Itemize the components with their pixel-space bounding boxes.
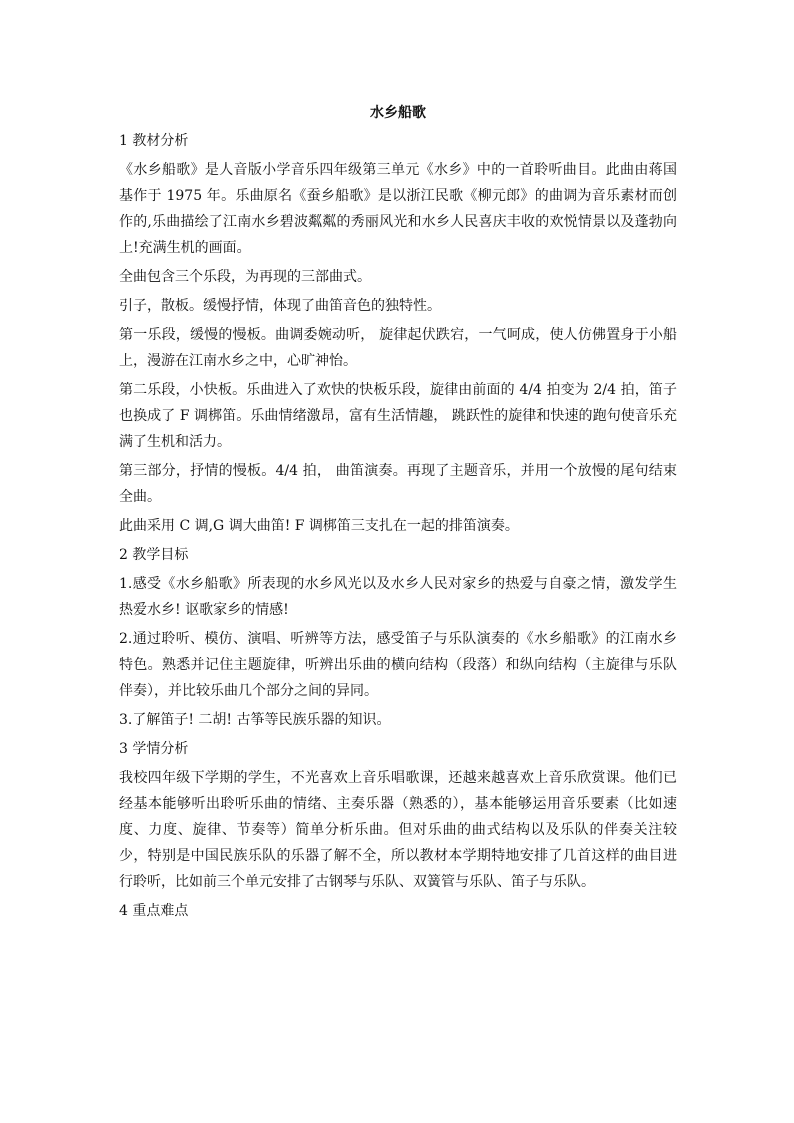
paragraph-introduction-section: 引子，散板。缓慢抒情，体现了曲笛音色的独特性。 <box>119 298 441 314</box>
document-page <box>119 100 677 924</box>
heading-student-analysis: 3 学情分析 <box>119 741 189 757</box>
paragraph-third-section: 第三部分，抒情的慢板。4/4 拍， 曲笛演奏。再现了主题音乐，并用一个放慢的尾句结束全曲。 <box>119 463 677 505</box>
document-title: 水乡船歌 <box>370 105 426 121</box>
heading-teaching-goals: 2 教学目标 <box>119 547 189 563</box>
paragraph-form: 全曲包含三个乐段，为再现的三部曲式。 <box>119 269 371 285</box>
paragraph-flute-keys: 此曲采用 C 调,G 调大曲笛! F 调梆笛三支扎在一起的排笛演奏。 <box>119 518 519 534</box>
goal-item-1: 1.感受《水乡船歌》所表现的水乡风光以及水乡人民对家乡的热爱与自豪之情，激发学生热爱水乡! 讴歌家乡的情感! <box>119 576 677 618</box>
heading-key-points: 4 重点难点 <box>119 903 189 919</box>
heading-textbook-analysis: 1 教材分析 <box>119 133 189 149</box>
goal-item-3: 3.了解笛子! 二胡! 古筝等民族乐器的知识。 <box>119 712 391 728</box>
paragraph-student-analysis: 我校四年级下学期的学生，不光喜欢上音乐唱歌课，还越来越喜欢上音乐欣赏课。他们已经基本能够听出聆听乐曲的情绪、主奏乐器（熟悉的），基本能够运用音乐要素（比如速度、力度、旋律、节奏等）简单分析乐曲。但对乐曲的曲式结构以及乐队的伴奏关注较少，特别是中国民族乐队的乐器了解不全，所以教材本学期特地安排了几首这样的曲目进行聆听，比如前三个单元安排了古钢琴与乐队、双簧管与乐队、笛子与乐队。 <box>119 770 677 890</box>
paragraph-second-section: 第二乐段，小快板。乐曲进入了欢快的快板乐段，旋律由前面的 4/4 拍变为 2/4 拍，笛子也换成了 F 调梆笛。乐曲情绪激昂，富有生活情趣， 跳跃性的旋律和快速的跑句使音乐充满了生机和活力。 <box>119 382 677 450</box>
paragraph-intro: 《水乡船歌》是人音版小学音乐四年级第三单元《水乡》中的一首聆听曲目。此曲由蒋国基作于 1975 年。乐曲原名《蚕乡船歌》是以浙江民歌《柳元郎》的曲调为音乐素材而创作的,乐曲描绘了江南水乡碧波粼粼的秀丽风光和水乡人民喜庆丰收的欢悦情景以及蓬勃向上!充满生机的画面。 <box>119 162 677 256</box>
goal-item-2: 2.通过聆听、模仿、演唱、听辨等方法，感受笛子与乐队演奏的《水乡船歌》的江南水乡特色。熟悉并记住主题旋律，听辨出乐曲的横向结构（段落）和纵向结构（主旋律与乐队伴奏），并比较乐曲几个部分之间的异同。 <box>119 631 677 699</box>
paragraph-first-section: 第一乐段，缓慢的慢板。曲调委婉动听， 旋律起伏跌宕，一气呵成，使人仿佛置身于小船上，漫游在江南水乡之中，心旷神怡。 <box>119 327 677 369</box>
